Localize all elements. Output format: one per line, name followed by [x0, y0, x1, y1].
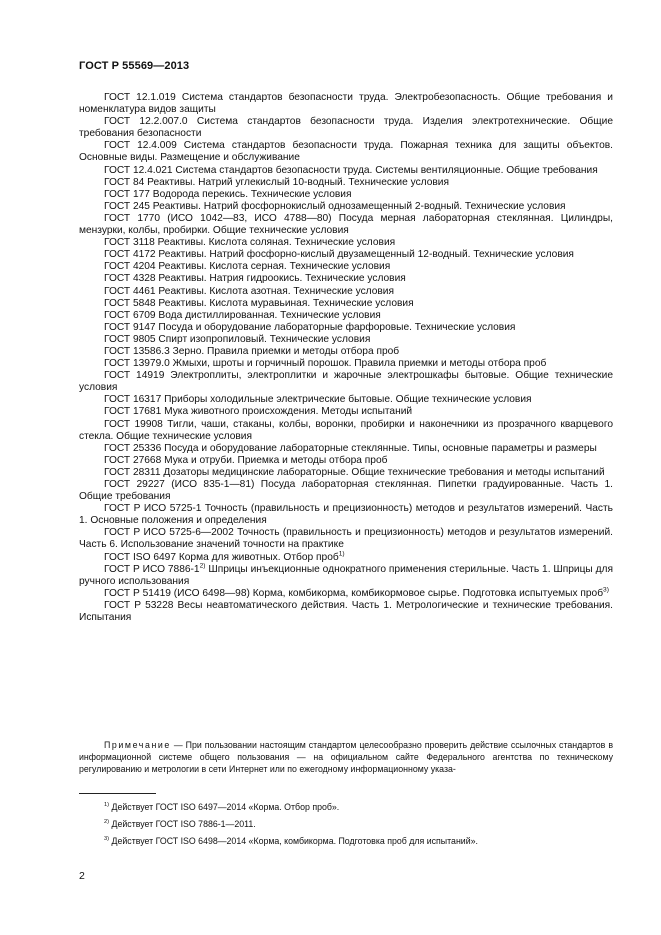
reference-item: ГОСТ 1770 (ИСО 1042—83, ИСО 4788—80) Посуда мерная лабораторная стеклянная. Цилиндры, мензурки, колбы, пробирки. Общие технические условия — [79, 212, 613, 237]
footnote-item — [79, 799, 613, 816]
footnote-marker: 1) — [338, 550, 345, 558]
footnote-marker: 1) — [104, 802, 110, 809]
reference-item-iso-7886 — [79, 564, 613, 588]
reference-item: ГОСТ Р ИСО 5725-1 Точность (правильность и прецизионность) методов и результатов измерений. Часть 1. Основные положения и определения — [79, 503, 613, 527]
footnote-marker: 2) — [199, 562, 206, 570]
reference-item: ГОСТ 9805 Спирт изопропиловый. Технические условия — [104, 333, 371, 345]
footnotes — [79, 799, 613, 850]
standard-header: ГОСТ Р 55569—2013 — [79, 60, 190, 72]
reference-item: ГОСТ 13979.0 Жмыхи, шроты и горчичный порошок. Правила приемки и методы отбора проб — [104, 358, 547, 370]
reference-item: ГОСТ 9147 Посуда и оборудование лабораторные фарфоровые. Технические условия — [104, 321, 516, 333]
footnote-marker: 2) — [104, 819, 110, 826]
reference-item: ГОСТ 19908 Тигли, чаши, стаканы, колбы, воронки, пробирки и наконечники из прозрачного кварцевого стекла. Общие технические условия — [79, 418, 613, 442]
reference-item: ГОСТ 4461 Реактивы. Кислота азотная. Технические условия — [104, 285, 395, 297]
footnote-item — [79, 833, 613, 850]
reference-item: ГОСТ 4328 Реактивы. Натрия гидроокись. Технические условия — [104, 273, 406, 285]
reference-item: ГОСТ 5848 Реактивы. Кислота муравьиная. Технические условия — [104, 297, 414, 309]
footnote-text: Действует ГОСТ ISO 6497—2014 «Корма. Отбор проб». — [109, 802, 340, 812]
reference-item: ГОСТ 28311 Дозаторы медицинские лабораторные. Общие технические требования и методы испытаний — [104, 466, 605, 478]
reference-item: ГОСТ 4204 Реактивы. Кислота серная. Технические условия — [104, 261, 391, 273]
reference-item: ГОСТ 25336 Посуда и оборудование лабораторные стеклянные. Типы, основные параметры и размеры — [104, 442, 597, 454]
reference-item: ГОСТ 12.4.009 Система стандартов безопасности труда. Пожарная техника для защиты объектов. Основные виды. Размещение и обслуживание — [79, 140, 613, 164]
reference-item: ГОСТ 12.2.007.0 Система стандартов безопасности труда. Изделия электротехнические. Общие требования безопасности — [79, 116, 613, 140]
reference-item: ГОСТ 14919 Электроплиты, электроплитки и жарочные электрошкафы бытовые. Общие технические условия — [79, 370, 613, 394]
reference-item: ГОСТ 6709 Вода дистиллированная. Технические условия — [104, 309, 381, 321]
reference-item: ГОСТ 4172 Реактивы. Натрий фосфорно-кислый двузамещенный 12-водный. Технические условия — [104, 249, 574, 261]
reference-item: ГОСТ 12.4.021 Система стандартов безопасности труда. Системы вентиляционные. Общие требования — [104, 164, 598, 176]
reference-item: ГОСТ 12.1.019 Система стандартов безопасности труда. Электробезопасность. Общие требования и номенклатура видов защиты — [79, 92, 613, 116]
page-number: 2 — [79, 870, 85, 882]
reference-text: ГОСТ Р 51419 (ИСО 6498—98) Корма, комбикорма, комбикормовое сырье. Подготовка испытуемых проб — [104, 587, 604, 599]
reference-item-iso-6497 — [79, 552, 613, 564]
footnote-item — [79, 816, 613, 833]
reference-item: ГОСТ Р 53228 Весы неавтоматического действия. Часть 1. Метрологические и технические требования. Испытания — [79, 599, 613, 624]
footnote-text: Действует ГОСТ ISO 6498—2014 «Корма, комбикорма. Подготовка проб для испытаний». — [109, 836, 478, 846]
note-text: — При пользовании настоящим стандартом целесообразно проверить действие ссылочных стандартов в информационной системе общего пользования — на официальном сайте Федерального агентства по техническому регулированию и метрологии в сети Интернет или по ежегодному информационному указа- — [79, 740, 613, 774]
reference-item: ГОСТ Р ИСО 5725-6—2002 Точность (правильность и прецизионность) методов и результатов измерений. Часть 6. Использование значений точности на практике — [79, 527, 613, 551]
footnote-divider — [79, 793, 156, 794]
reference-item: ГОСТ 13586.3 Зерно. Правила приемки и методы отбора проб — [104, 345, 400, 357]
reference-item-51419 — [79, 588, 613, 600]
normative-references-list — [79, 92, 613, 624]
footnote-marker: 3) — [104, 836, 110, 843]
footnote-text: Действует ГОСТ ISO 7886-1—2011. — [109, 819, 256, 829]
reference-item: ГОСТ 16317 Приборы холодильные электрические бытовые. Общие технические условия — [104, 394, 532, 406]
reference-item: ГОСТ 29227 (ИСО 835-1—81) Посуда лабораторная стеклянная. Пипетки градуированные. Часть 1. Общие требования — [79, 479, 613, 503]
footnote-marker: 3) — [603, 586, 609, 594]
note-paragraph — [79, 740, 613, 775]
reference-item: ГОСТ 245 Реактивы. Натрий фосфорнокислый однозамещенный 2-водный. Технические условия — [104, 200, 566, 212]
reference-item: ГОСТ 27668 Мука и отруби. Приемка и методы отбора проб — [104, 454, 388, 466]
reference-item: ГОСТ 177 Водорода перекись. Технические условия — [104, 188, 352, 200]
reference-text: ГОСТ ISO 6497 Корма для животных. Отбор проб — [104, 551, 339, 563]
reference-text-continued: Шприцы инъекционные однократного применения стерильные. Часть 1. Шприцы для ручного использования — [79, 563, 614, 587]
reference-text: ГОСТ Р ИСО 7886-1 — [104, 563, 200, 575]
reference-item: ГОСТ 3118 Реактивы. Кислота соляная. Технические условия — [104, 237, 396, 249]
reference-item: ГОСТ 17681 Мука животного происхождения. Методы испытаний — [104, 406, 413, 418]
note-label: Примечание — [104, 740, 171, 750]
reference-item: ГОСТ 84 Реактивы. Натрий углекислый 10-водный. Технические условия — [104, 176, 450, 188]
